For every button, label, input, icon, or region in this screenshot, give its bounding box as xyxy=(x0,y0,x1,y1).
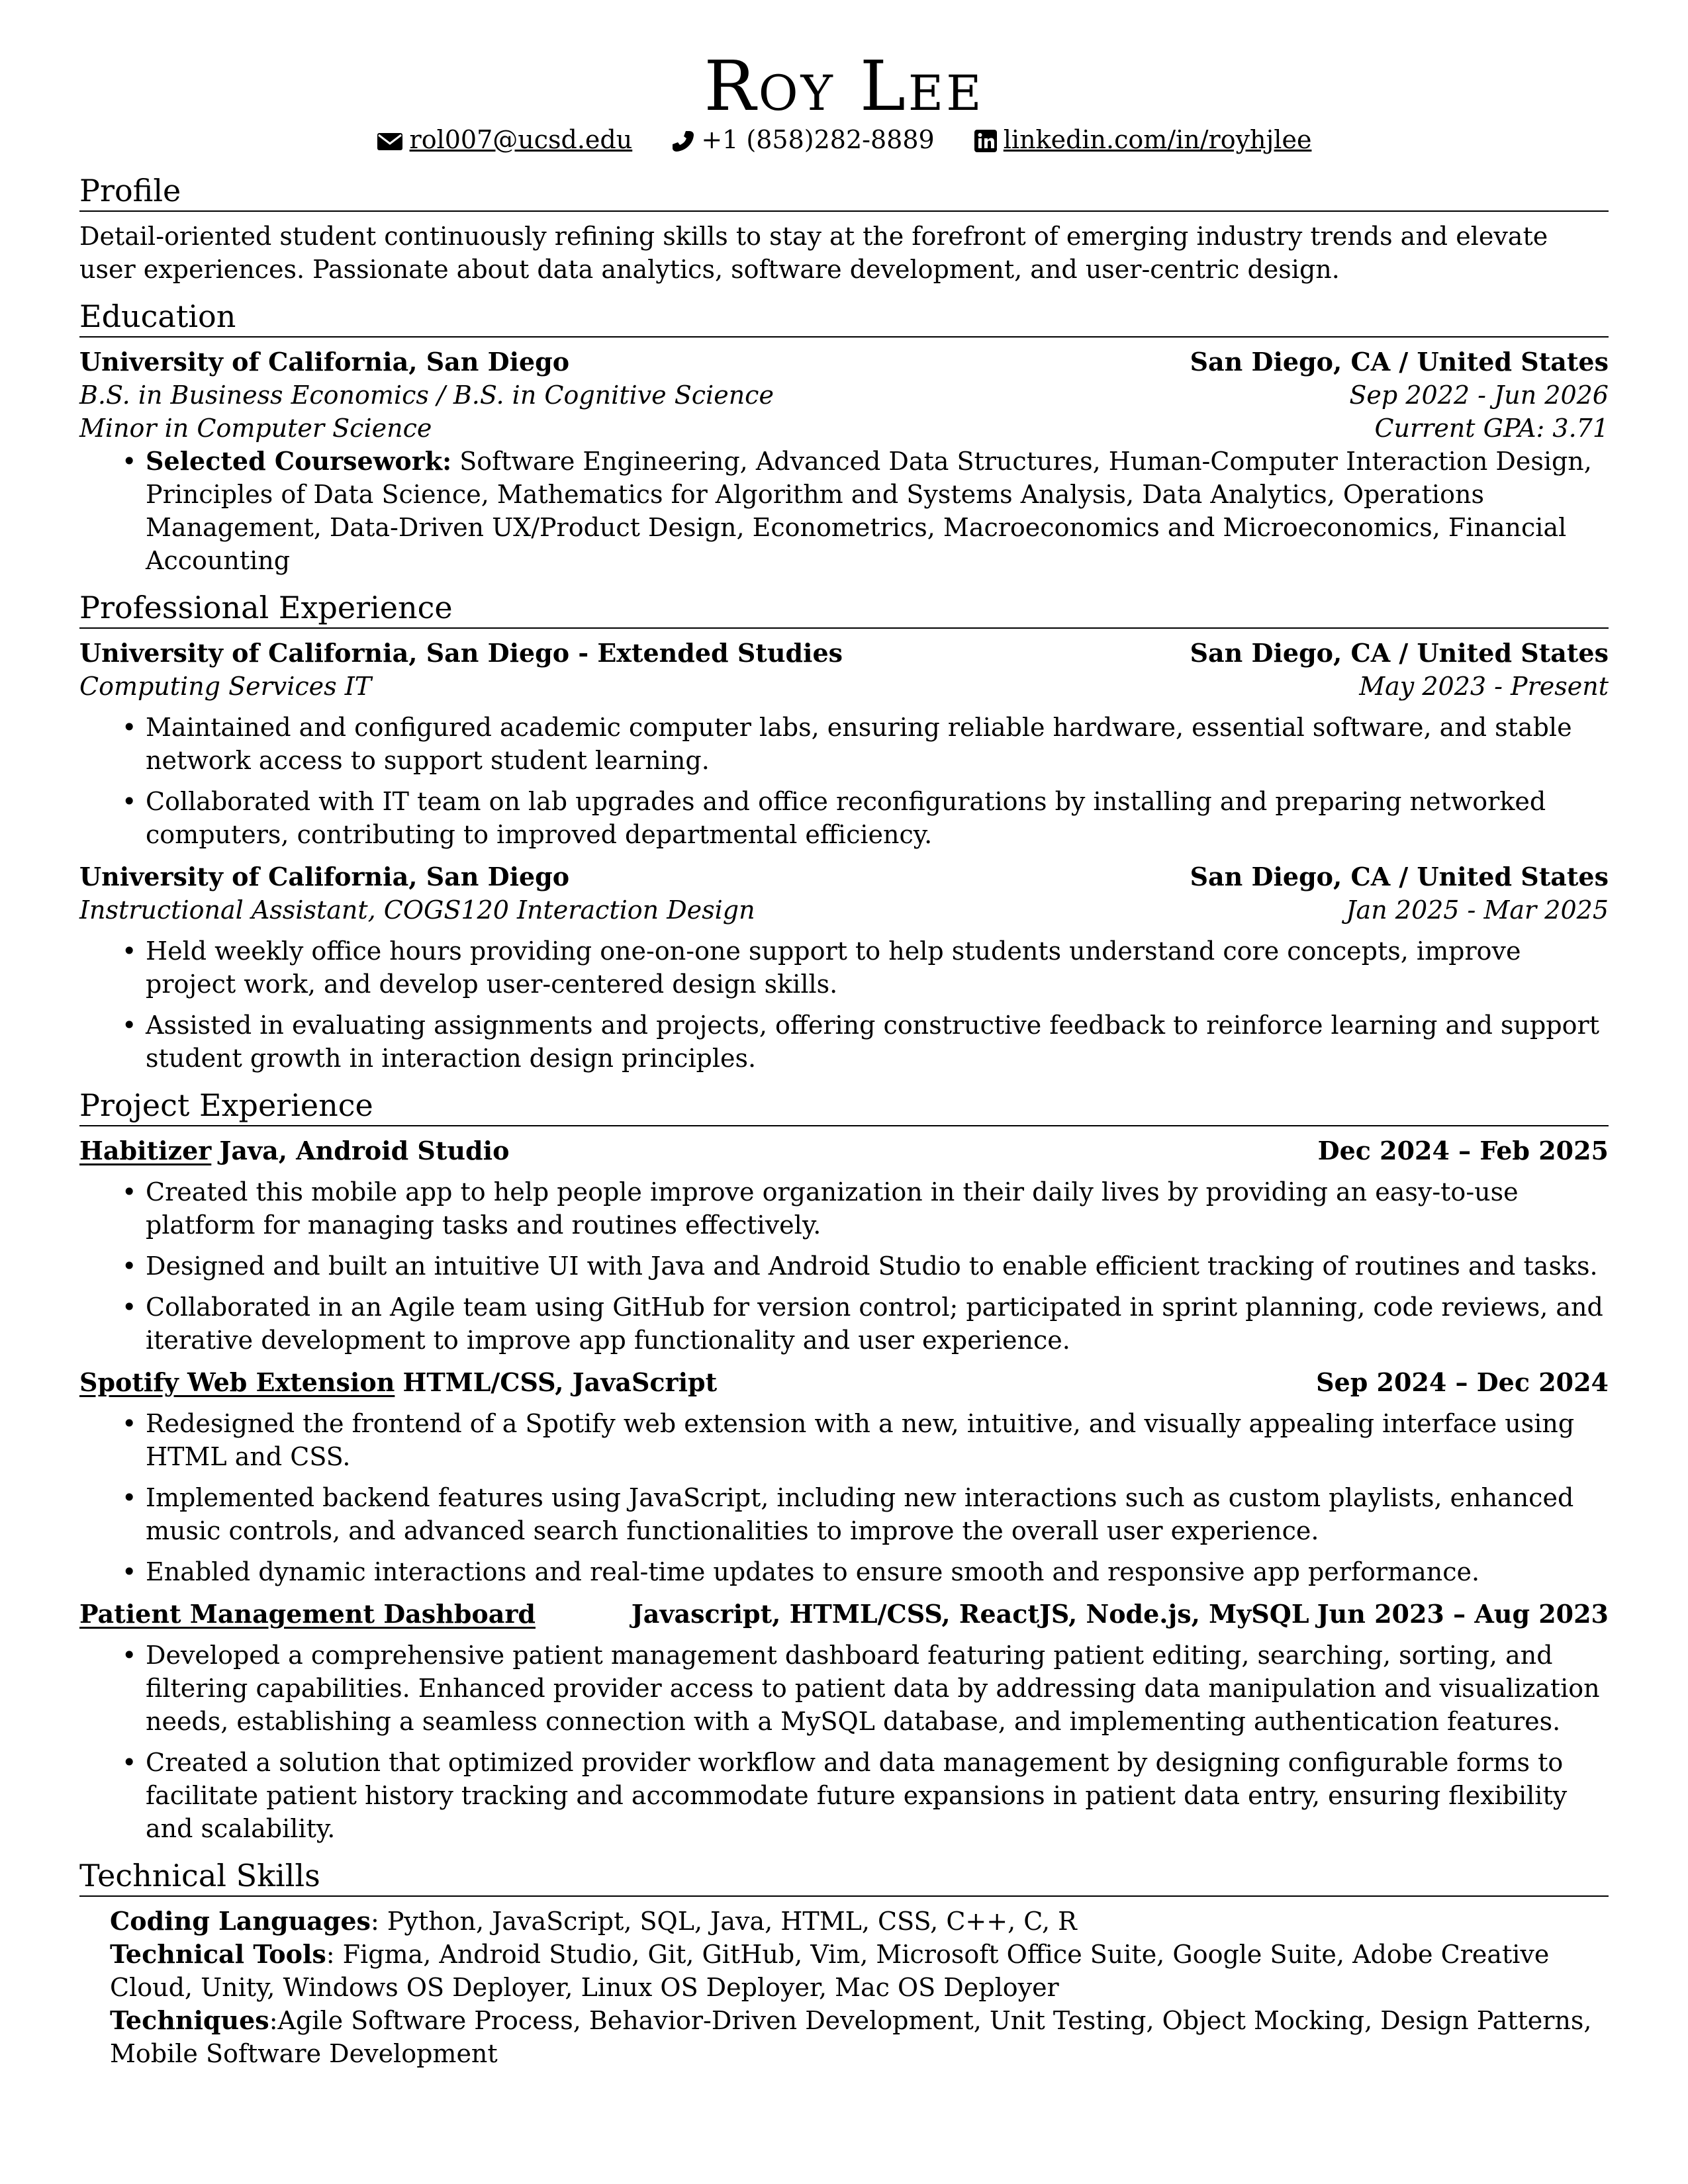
resume-page xyxy=(79,46,1609,2070)
job-org: University of California, San Diego - Extended Studies xyxy=(79,638,843,668)
project-bullets xyxy=(79,1639,1609,1845)
envelope-icon xyxy=(377,127,403,160)
job-entry xyxy=(79,637,1609,851)
coursework-text: Software Engineering, Advanced Data Structures, Human-Computer Interaction Design, Principles of Data Science, Mathematics for Algorithm and Systems Analysis, Data Analytics, Operations Management, Data-Driven UX/Product Design, Econometrics, Macroeconomics and Microeconomics, Financial Accounting xyxy=(146,447,1592,575)
section-title-projects: Project Experience xyxy=(79,1087,1609,1126)
skills-label: Techniques xyxy=(110,2005,269,2035)
skills-label: Technical Tools xyxy=(110,1939,326,1969)
contact-email xyxy=(377,123,633,160)
project-entry xyxy=(79,1598,1609,1845)
project-tech: Javascript, HTML/CSS, ReactJS, Node.js, MySQL xyxy=(631,1599,1309,1629)
bullet-item: • Redesigned the frontend of a Spotify web extension with a new, intuitive, and visually appealing interface using HTML and CSS. xyxy=(146,1407,1609,1473)
project-tech: Java, Android Studio xyxy=(219,1136,510,1165)
bullet-item: • Collaborated with IT team on lab upgrades and office reconfigurations by installing and preparing networked computers, contributing to improved departmental efficiency. xyxy=(146,785,1609,851)
school-location: San Diego, CA / United States xyxy=(1190,347,1609,377)
skills-block xyxy=(79,1905,1609,2070)
bullet-item: • Implemented backend features using JavaScript, including new interactions such as custom playlists, enhanced music controls, and advanced search functionalities to improve the overall user experience. xyxy=(146,1481,1609,1547)
skills-techniques xyxy=(110,2004,1609,2070)
skills-tools xyxy=(110,1938,1609,2004)
section-title-education: Education xyxy=(79,298,1609,338)
job-location: San Diego, CA / United States xyxy=(1190,638,1609,668)
bullet-item: • Designed and built an intuitive UI with Java and Android Studio to enable efficient tracking of routines and tasks. xyxy=(146,1250,1609,1283)
project-entry xyxy=(79,1134,1609,1357)
skills-label: Coding Languages xyxy=(110,1906,371,1936)
bullet-item: • Maintained and configured academic computer labs, ensuring reliable hardware, essential software, and stable network access to support student learning. xyxy=(146,711,1609,777)
project-dates: Dec 2024 – Feb 2025 xyxy=(1317,1136,1609,1165)
contact-linkedin xyxy=(974,123,1312,160)
bullet-item: • Created this mobile app to help people improve organization in their daily lives by providing an easy-to-use platform for managing tasks and routines effectively. xyxy=(146,1175,1609,1242)
coursework-label: Selected Coursework: xyxy=(146,446,452,476)
project-link[interactable]: Spotify Web Extension xyxy=(79,1367,395,1397)
profile-summary: Detail-oriented student continuously refining skills to stay at the forefront of emerging industry trends and elevate user experiences. Passionate about data analytics, software development, and user-centric design. xyxy=(79,222,1548,284)
coursework-list xyxy=(79,445,1609,577)
project-dates: Sep 2024 – Dec 2024 xyxy=(1316,1367,1609,1397)
job-dates: May 2023 - Present xyxy=(1359,672,1609,701)
minor: Minor in Computer Science xyxy=(79,414,432,443)
skills-value: : Python, JavaScript, SQL, Java, HTML, CSS, C++, C, R xyxy=(370,1907,1077,1936)
email-link[interactable]: rol007@ucsd.edu xyxy=(409,125,633,154)
education-dates: Sep 2022 - Jun 2026 xyxy=(1349,381,1609,410)
job-role: Computing Services IT xyxy=(79,672,372,701)
gpa: Current GPA: 3.71 xyxy=(1374,414,1609,443)
project-bullets xyxy=(79,1175,1609,1357)
job-location: San Diego, CA / United States xyxy=(1190,862,1609,891)
phone-number: +1 (858)282-8889 xyxy=(701,125,935,154)
job-org: University of California, San Diego xyxy=(79,862,570,891)
contact-phone xyxy=(672,123,934,160)
education-entry xyxy=(79,345,1609,577)
bullet-item: • Enabled dynamic interactions and real-time updates to ensure smooth and responsive app performance. xyxy=(146,1555,1609,1588)
project-bullets xyxy=(79,1407,1609,1588)
skills-value: : Figma, Android Studio, Git, GitHub, Vim, Microsoft Office Suite, Google Suite, Adobe Creative Cloud, Unity, Windows OS Deployer, Linux OS Deployer, Mac OS Deployer xyxy=(110,1940,1550,2002)
linkedin-link[interactable]: linkedin.com/in/royhjlee xyxy=(1003,125,1312,154)
job-entry xyxy=(79,860,1609,1075)
job-bullets xyxy=(79,934,1609,1075)
skills-coding xyxy=(110,1905,1609,1938)
skills-value: :Agile Software Process, Behavior-Driven Development, Unit Testing, Object Mocking, Design Patterns, Mobile Software Development xyxy=(110,2006,1592,2068)
bullet-item: • Held weekly office hours providing one-on-one support to help students understand core concepts, improve project work, and develop user-centered design skills. xyxy=(146,934,1609,1001)
coursework-item xyxy=(146,445,1609,577)
contact-bar xyxy=(79,123,1609,160)
project-entry xyxy=(79,1366,1609,1588)
linkedin-icon xyxy=(974,127,997,160)
section-title-profile: Profile xyxy=(79,172,1609,212)
project-link[interactable]: Patient Management Dashboard xyxy=(79,1599,536,1629)
section-title-experience: Professional Experience xyxy=(79,589,1609,629)
phone-icon xyxy=(672,127,694,160)
job-dates: Jan 2025 - Mar 2025 xyxy=(1346,895,1609,925)
job-bullets xyxy=(79,711,1609,851)
bullet-item: • Collaborated in an Agile team using GitHub for version control; participated in sprint planning, code reviews, and iterative development to improve app functionality and user experience. xyxy=(146,1291,1609,1357)
project-link[interactable]: Habitizer xyxy=(79,1136,212,1165)
school-name: University of California, San Diego xyxy=(79,347,570,377)
project-tech: HTML/CSS, JavaScript xyxy=(402,1367,718,1397)
candidate-name: Roy Lee xyxy=(704,46,984,126)
bullet-item: • Assisted in evaluating assignments and projects, offering constructive feedback to reinforce learning and support student growth in interaction design principles. xyxy=(146,1009,1609,1075)
job-role: Instructional Assistant, COGS120 Interaction Design xyxy=(79,895,755,925)
section-title-skills: Technical Skills xyxy=(79,1857,1609,1897)
bullet-item: • Created a solution that optimized provider workflow and data management by designing configurable forms to facilitate patient history tracking and accommodate future expansions in patient data entry, ensuring flexibility and scalability. xyxy=(146,1746,1609,1845)
project-dates: Jun 2023 – Aug 2023 xyxy=(1317,1599,1609,1629)
degree: B.S. in Business Economics / B.S. in Cognitive Science xyxy=(79,381,774,410)
bullet-item: • Developed a comprehensive patient management dashboard featuring patient editing, searching, sorting, and filtering capabilities. Enhanced provider access to patient data by addressing data manipulation and visualization needs, establishing a seamless connection with a MySQL database, and implementing authentication features. xyxy=(146,1639,1609,1738)
